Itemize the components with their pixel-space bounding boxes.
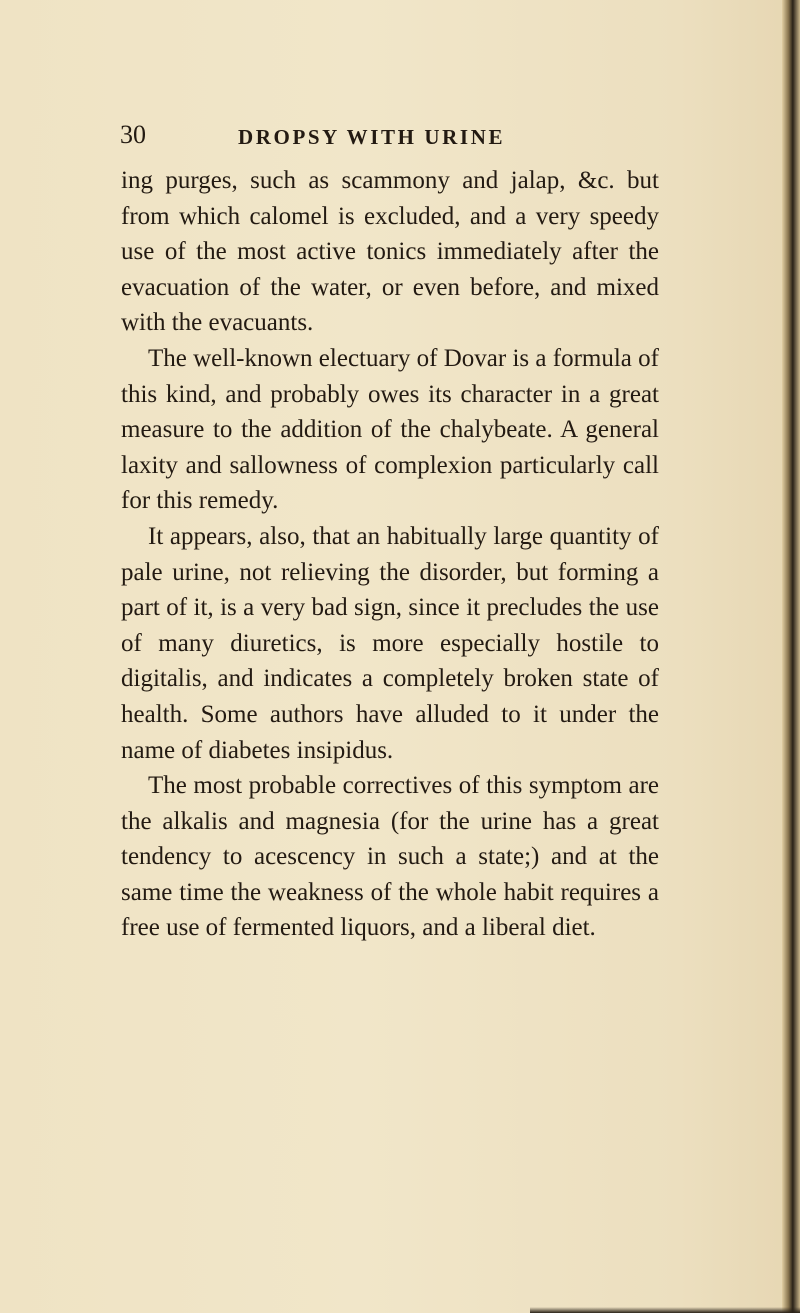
page-bottom-shadow xyxy=(530,1307,800,1313)
page-number: 30 xyxy=(120,120,146,149)
page-edge-shadow xyxy=(782,0,800,1313)
paragraph-3: It appears, also, that an habitually large quantity of pale urine, not relieving the disorder, but forming a part of it, is a very bad sign, since it precludes the use of many diuretics, is more especially hostile to digitalis, and indicates a completely broken state of health. Some authors have alluded to it under the name of diabetes insipidus. xyxy=(121,522,659,764)
running-head xyxy=(120,120,760,160)
paragraph-2: The well-known electuary of Dovar is a formula of this kind, and probably owes its character in a great measure to the addition of the chalybeate. A general laxity and sallowness of complexion particularly call for this remedy. xyxy=(121,344,659,515)
running-title: DROPSY WITH URINE xyxy=(238,125,506,149)
paragraph-4: The most probable correctives of this symptom are the alkalis and magnesia (for the urine has a great tendency to acescency in such a state;) and at the same time the weakness of the whole habit requires a free use of fermented liquors, and a liberal diet. xyxy=(121,772,659,942)
body-text xyxy=(121,163,659,946)
paragraph-1: ing purges, such as scammony and jalap, &c. but from which calomel is excluded, and a very speedy use of the most active tonics immediately after the evacuation of the water, or even before, and mixed with the evacuants. xyxy=(121,167,659,337)
